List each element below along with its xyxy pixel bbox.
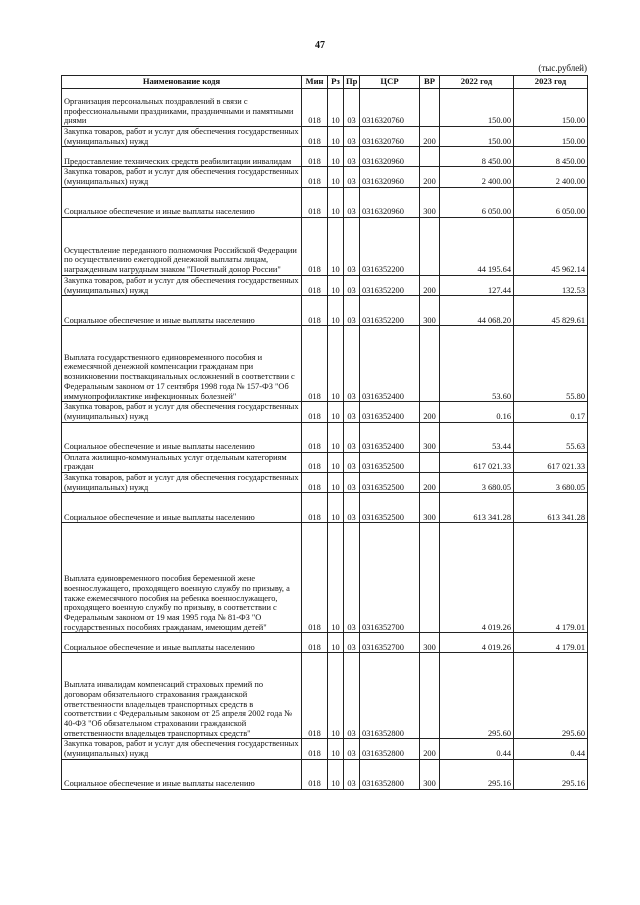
cell-csr: 0316320760 bbox=[360, 127, 420, 147]
cell-vr bbox=[420, 326, 440, 402]
table-row bbox=[62, 633, 588, 653]
cell-rz: 10 bbox=[328, 653, 344, 739]
cell-year-2022: 6 050.00 bbox=[440, 187, 514, 217]
cell-min: 018 bbox=[302, 402, 328, 422]
cell-rz: 10 bbox=[328, 759, 344, 789]
table-row bbox=[62, 167, 588, 187]
cell-csr: 0316352200 bbox=[360, 217, 420, 275]
cell-year-2023: 2 400.00 bbox=[514, 167, 588, 187]
cell-csr: 0316352500 bbox=[360, 493, 420, 523]
cell-year-2023: 150.00 bbox=[514, 127, 588, 147]
cell-min: 018 bbox=[302, 422, 328, 452]
cell-csr: 0316320760 bbox=[360, 89, 420, 127]
cell-pr: 03 bbox=[344, 127, 360, 147]
header-name: Наименование кодя bbox=[62, 76, 302, 89]
cell-year-2023: 4 179.01 bbox=[514, 523, 588, 633]
cell-vr bbox=[420, 452, 440, 472]
cell-year-2023: 6 050.00 bbox=[514, 187, 588, 217]
cell-year-2023: 132.53 bbox=[514, 275, 588, 295]
cell-pr: 03 bbox=[344, 739, 360, 759]
table-row bbox=[62, 296, 588, 326]
cell-csr: 0316352500 bbox=[360, 452, 420, 472]
cell-vr: 200 bbox=[420, 739, 440, 759]
cell-min: 018 bbox=[302, 217, 328, 275]
table-row bbox=[62, 89, 588, 127]
cell-csr: 0316352200 bbox=[360, 275, 420, 295]
cell-name: Предоставление технических средств реабилитации инвалидам bbox=[62, 147, 302, 167]
cell-year-2023: 4 179.01 bbox=[514, 633, 588, 653]
cell-year-2023: 3 680.05 bbox=[514, 473, 588, 493]
cell-vr: 300 bbox=[420, 296, 440, 326]
cell-pr: 03 bbox=[344, 167, 360, 187]
cell-rz: 10 bbox=[328, 633, 344, 653]
cell-pr: 03 bbox=[344, 296, 360, 326]
cell-name: Организация персональных поздравлений в связи с профессиональными праздниками, праздничными и памятными днями bbox=[62, 89, 302, 127]
cell-min: 018 bbox=[302, 296, 328, 326]
cell-csr: 0316352500 bbox=[360, 473, 420, 493]
cell-name: Социальное обеспечение и иные выплаты населению bbox=[62, 633, 302, 653]
table-row bbox=[62, 127, 588, 147]
cell-year-2022: 53.60 bbox=[440, 326, 514, 402]
cell-name: Выплата инвалидам компенсаций страховых премий по договорам обязательного страхования гражданской ответственности владельцев транспортных средств в соответствии с Федеральным законом от 25 апреля 2002 года № 40-ФЗ "Об обязательном страховании гражданской ответственности владельцев транспортных средств" bbox=[62, 653, 302, 739]
cell-csr: 0316320960 bbox=[360, 187, 420, 217]
header-min: Мин bbox=[302, 76, 328, 89]
budget-table bbox=[61, 75, 588, 790]
cell-year-2023: 8 450.00 bbox=[514, 147, 588, 167]
cell-csr: 0316352400 bbox=[360, 402, 420, 422]
header-2022: 2022 год bbox=[440, 76, 514, 89]
cell-year-2023: 150.00 bbox=[514, 89, 588, 127]
cell-vr: 300 bbox=[420, 187, 440, 217]
cell-rz: 10 bbox=[328, 217, 344, 275]
cell-pr: 03 bbox=[344, 187, 360, 217]
cell-name: Закупка товаров, работ и услуг для обеспечения государственных (муниципальных) нужд bbox=[62, 167, 302, 187]
cell-pr: 03 bbox=[344, 452, 360, 472]
cell-name: Социальное обеспечение и иные выплаты населению bbox=[62, 422, 302, 452]
cell-year-2022: 3 680.05 bbox=[440, 473, 514, 493]
cell-name: Выплата государственного единовременного пособия и ежемесячной денежной компенсации гражданам при возникновении поствакцинальных осложнений в соответствии с Федеральным законом от 17 сентября 1998 года № 157-ФЗ "Об иммунопрофилактике инфекционных болезней" bbox=[62, 326, 302, 402]
table-row bbox=[62, 275, 588, 295]
table-row bbox=[62, 217, 588, 275]
cell-pr: 03 bbox=[344, 275, 360, 295]
table-row bbox=[62, 739, 588, 759]
cell-rz: 10 bbox=[328, 147, 344, 167]
cell-csr: 0316352400 bbox=[360, 326, 420, 402]
cell-rz: 10 bbox=[328, 402, 344, 422]
cell-csr: 0316352200 bbox=[360, 296, 420, 326]
cell-name: Выплата единовременного пособия беременной жене военнослужащего, проходящего военную службу по призыву, а также ежемесячного пособия на ребенка военнослужащего, проходящего военную службу по призыву, в соответствии с Федеральным законом от 19 мая 1995 года № 81-ФЗ "О государственных пособиях гражданам, имеющим детей" bbox=[62, 523, 302, 633]
cell-vr bbox=[420, 523, 440, 633]
cell-min: 018 bbox=[302, 167, 328, 187]
cell-year-2022: 295.60 bbox=[440, 653, 514, 739]
cell-min: 018 bbox=[302, 633, 328, 653]
table-row bbox=[62, 493, 588, 523]
cell-year-2023: 45 829.61 bbox=[514, 296, 588, 326]
cell-min: 018 bbox=[302, 523, 328, 633]
table-row bbox=[62, 147, 588, 167]
cell-pr: 03 bbox=[344, 147, 360, 167]
cell-rz: 10 bbox=[328, 422, 344, 452]
cell-year-2022: 617 021.33 bbox=[440, 452, 514, 472]
cell-min: 018 bbox=[302, 452, 328, 472]
table-row bbox=[62, 422, 588, 452]
cell-name: Закупка товаров, работ и услуг для обеспечения государственных (муниципальных) нужд bbox=[62, 739, 302, 759]
cell-name: Социальное обеспечение и иные выплаты населению bbox=[62, 493, 302, 523]
table-row bbox=[62, 523, 588, 633]
cell-year-2023: 295.16 bbox=[514, 759, 588, 789]
cell-pr: 03 bbox=[344, 633, 360, 653]
cell-min: 018 bbox=[302, 493, 328, 523]
cell-csr: 0316352700 bbox=[360, 633, 420, 653]
cell-vr: 200 bbox=[420, 127, 440, 147]
cell-year-2022: 295.16 bbox=[440, 759, 514, 789]
cell-rz: 10 bbox=[328, 326, 344, 402]
cell-year-2022: 127.44 bbox=[440, 275, 514, 295]
cell-min: 018 bbox=[302, 275, 328, 295]
cell-year-2022: 4 019.26 bbox=[440, 523, 514, 633]
cell-csr: 0316320960 bbox=[360, 147, 420, 167]
cell-rz: 10 bbox=[328, 167, 344, 187]
cell-vr: 300 bbox=[420, 759, 440, 789]
cell-vr: 200 bbox=[420, 402, 440, 422]
cell-vr: 300 bbox=[420, 422, 440, 452]
header-csr: ЦСР bbox=[360, 76, 420, 89]
cell-csr: 0316352700 bbox=[360, 523, 420, 633]
cell-rz: 10 bbox=[328, 187, 344, 217]
cell-pr: 03 bbox=[344, 217, 360, 275]
cell-vr bbox=[420, 147, 440, 167]
cell-name: Социальное обеспечение и иные выплаты населению bbox=[62, 187, 302, 217]
cell-min: 018 bbox=[302, 759, 328, 789]
cell-year-2022: 613 341.28 bbox=[440, 493, 514, 523]
header-rz: Рз bbox=[328, 76, 344, 89]
cell-rz: 10 bbox=[328, 296, 344, 326]
cell-pr: 03 bbox=[344, 422, 360, 452]
cell-min: 018 bbox=[302, 653, 328, 739]
cell-pr: 03 bbox=[344, 473, 360, 493]
cell-min: 018 bbox=[302, 147, 328, 167]
cell-min: 018 bbox=[302, 739, 328, 759]
cell-rz: 10 bbox=[328, 127, 344, 147]
cell-year-2023: 0.17 bbox=[514, 402, 588, 422]
cell-name: Закупка товаров, работ и услуг для обеспечения государственных (муниципальных) нужд bbox=[62, 402, 302, 422]
cell-pr: 03 bbox=[344, 89, 360, 127]
cell-rz: 10 bbox=[328, 275, 344, 295]
cell-vr bbox=[420, 653, 440, 739]
cell-min: 018 bbox=[302, 127, 328, 147]
cell-name: Закупка товаров, работ и услуг для обеспечения государственных (муниципальных) нужд bbox=[62, 127, 302, 147]
cell-pr: 03 bbox=[344, 523, 360, 633]
cell-year-2023: 45 962.14 bbox=[514, 217, 588, 275]
table-row bbox=[62, 402, 588, 422]
table-row bbox=[62, 653, 588, 739]
cell-rz: 10 bbox=[328, 523, 344, 633]
cell-name: Социальное обеспечение и иные выплаты населению bbox=[62, 296, 302, 326]
cell-vr: 300 bbox=[420, 633, 440, 653]
cell-pr: 03 bbox=[344, 402, 360, 422]
cell-csr: 0316320960 bbox=[360, 167, 420, 187]
units-label: (тыс.рублей) bbox=[538, 63, 587, 73]
cell-name: Социальное обеспечение и иные выплаты населению bbox=[62, 759, 302, 789]
cell-year-2023: 55.80 bbox=[514, 326, 588, 402]
cell-year-2022: 0.44 bbox=[440, 739, 514, 759]
cell-rz: 10 bbox=[328, 473, 344, 493]
cell-year-2023: 0.44 bbox=[514, 739, 588, 759]
table-row bbox=[62, 473, 588, 493]
cell-pr: 03 bbox=[344, 759, 360, 789]
cell-csr: 0316352400 bbox=[360, 422, 420, 452]
cell-year-2022: 2 400.00 bbox=[440, 167, 514, 187]
cell-min: 018 bbox=[302, 187, 328, 217]
cell-year-2022: 53.44 bbox=[440, 422, 514, 452]
page-number: 47 bbox=[315, 40, 325, 51]
cell-vr: 200 bbox=[420, 167, 440, 187]
cell-pr: 03 bbox=[344, 493, 360, 523]
cell-rz: 10 bbox=[328, 89, 344, 127]
cell-rz: 10 bbox=[328, 739, 344, 759]
cell-year-2023: 55.63 bbox=[514, 422, 588, 452]
cell-name: Закупка товаров, работ и услуг для обеспечения государственных (муниципальных) нужд bbox=[62, 275, 302, 295]
cell-year-2023: 617 021.33 bbox=[514, 452, 588, 472]
cell-year-2023: 295.60 bbox=[514, 653, 588, 739]
table-header-row bbox=[62, 76, 588, 89]
cell-year-2022: 8 450.00 bbox=[440, 147, 514, 167]
cell-year-2022: 150.00 bbox=[440, 89, 514, 127]
header-pr: Пр bbox=[344, 76, 360, 89]
header-vr: ВР bbox=[420, 76, 440, 89]
cell-name: Оплата жилищно-коммунальных услуг отдельным категориям граждан bbox=[62, 452, 302, 472]
table-row bbox=[62, 187, 588, 217]
table-row bbox=[62, 326, 588, 402]
cell-vr: 200 bbox=[420, 275, 440, 295]
cell-csr: 0316352800 bbox=[360, 653, 420, 739]
cell-name: Осуществление переданного полномочия Российской Федерации по осуществлению ежегодной денежной выплаты лицам, награжденным нагрудным знаком "Почетный донор России" bbox=[62, 217, 302, 275]
cell-vr: 300 bbox=[420, 493, 440, 523]
cell-vr bbox=[420, 217, 440, 275]
cell-year-2022: 44 068.20 bbox=[440, 296, 514, 326]
cell-min: 018 bbox=[302, 473, 328, 493]
table-row bbox=[62, 759, 588, 789]
cell-pr: 03 bbox=[344, 326, 360, 402]
cell-rz: 10 bbox=[328, 452, 344, 472]
cell-vr bbox=[420, 89, 440, 127]
cell-name: Закупка товаров, работ и услуг для обеспечения государственных (муниципальных) нужд bbox=[62, 473, 302, 493]
cell-csr: 0316352800 bbox=[360, 759, 420, 789]
cell-min: 018 bbox=[302, 326, 328, 402]
cell-year-2022: 0.16 bbox=[440, 402, 514, 422]
cell-vr: 200 bbox=[420, 473, 440, 493]
cell-min: 018 bbox=[302, 89, 328, 127]
cell-rz: 10 bbox=[328, 493, 344, 523]
cell-pr: 03 bbox=[344, 653, 360, 739]
cell-year-2022: 150.00 bbox=[440, 127, 514, 147]
cell-year-2022: 44 195.64 bbox=[440, 217, 514, 275]
cell-year-2023: 613 341.28 bbox=[514, 493, 588, 523]
cell-year-2022: 4 019.26 bbox=[440, 633, 514, 653]
header-2023: 2023 год bbox=[514, 76, 588, 89]
cell-csr: 0316352800 bbox=[360, 739, 420, 759]
table-row bbox=[62, 452, 588, 472]
